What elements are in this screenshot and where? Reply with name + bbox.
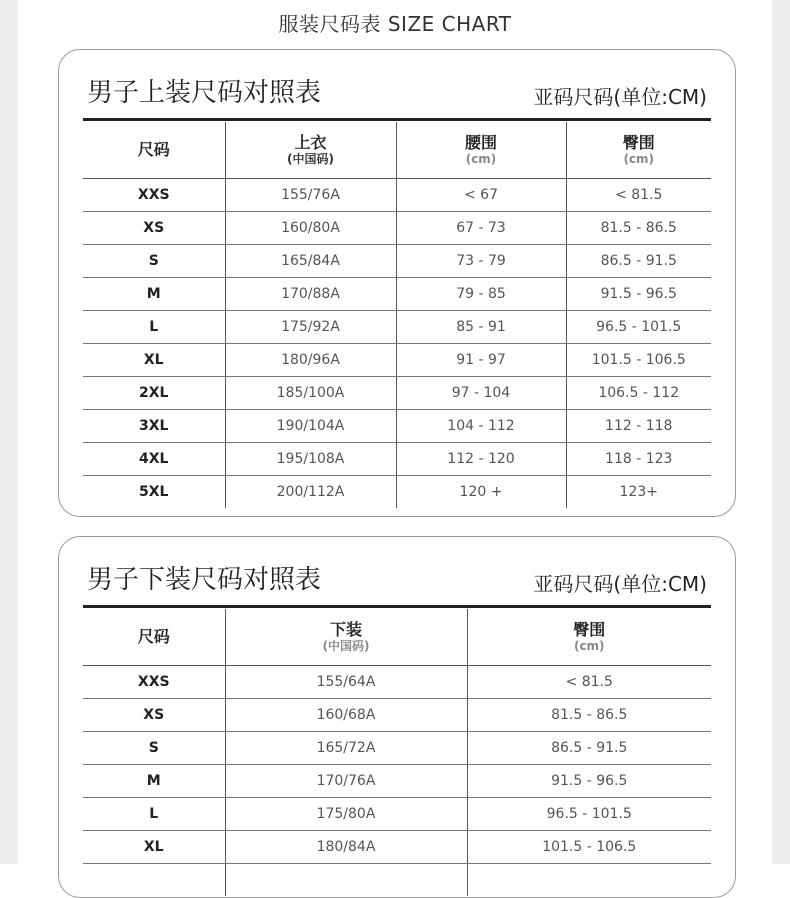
page-title: 服装尺码表 SIZE CHART [278, 12, 512, 36]
table-row [83, 377, 711, 410]
bottoms-table-title: 男子下装尺码对照表 [87, 565, 322, 595]
table-cell: 91 - 97 [396, 344, 566, 377]
size-cell: 5XL [139, 484, 169, 500]
table-cell: 190/104A [225, 410, 396, 443]
table-cell: < 81.5 [467, 666, 711, 699]
table-row [83, 443, 711, 476]
table-row [83, 699, 711, 732]
table-row [83, 864, 711, 897]
table-cell: 96.5 - 101.5 [467, 798, 711, 831]
table-cell [467, 864, 711, 897]
bottoms-size-panel [58, 536, 736, 898]
header-bottom: 下装 (中国码) [225, 609, 467, 666]
table-cell: 73 - 79 [396, 245, 566, 278]
table-cell: 91.5 - 96.5 [566, 278, 711, 311]
size-cell: XS [83, 699, 225, 732]
table-cell: 101.5 - 106.5 [566, 344, 711, 377]
table-row [83, 311, 711, 344]
table-cell: 112 - 118 [566, 410, 711, 443]
table-cell: 160/68A [225, 699, 467, 732]
header-hip: 臀围 (cm) [467, 609, 711, 666]
size-cell: S [83, 245, 225, 278]
table-cell: 112 - 120 [396, 443, 566, 476]
right-decorative-strip [772, 0, 790, 864]
table-cell: 85 - 91 [396, 311, 566, 344]
table-row [83, 245, 711, 278]
table-cell: 104 - 112 [396, 410, 566, 443]
size-cell: L [83, 311, 225, 344]
table-cell: 106.5 - 112 [566, 377, 711, 410]
table-cell: 67 - 73 [396, 212, 566, 245]
size-cell: L [83, 798, 225, 831]
tops-table-title: 男子上装尺码对照表 [87, 78, 322, 108]
table-cell: < 81.5 [566, 179, 711, 212]
table-row [83, 765, 711, 798]
tops-panel-header [83, 72, 711, 121]
table-row [83, 798, 711, 831]
size-cell: S [83, 732, 225, 765]
bottoms-size-table [83, 609, 711, 896]
tops-size-table [83, 122, 711, 508]
table-cell: 170/76A [225, 765, 467, 798]
table-cell: 86.5 - 91.5 [566, 245, 711, 278]
table-cell: 81.5 - 86.5 [467, 699, 711, 732]
size-cell: 4XL [83, 443, 225, 476]
table-row [83, 831, 711, 864]
table-cell: 200/112A [225, 476, 396, 509]
size-cell: 3XL [83, 410, 225, 443]
size-cell: XS [83, 212, 225, 245]
size-cell: XL [83, 344, 225, 377]
table-cell: 91.5 - 96.5 [467, 765, 711, 798]
table-cell: 165/84A [225, 245, 396, 278]
table-cell: 185/100A [225, 377, 396, 410]
table-row [83, 278, 711, 311]
table-row [83, 732, 711, 765]
header-size: 尺码 [83, 122, 225, 179]
table-header-row [83, 609, 711, 666]
table-header-row [83, 122, 711, 179]
table-row [83, 476, 711, 509]
table-cell: 79 - 85 [396, 278, 566, 311]
table-row [83, 666, 711, 699]
size-cell: XL [83, 831, 225, 864]
table-row [83, 179, 711, 212]
table-cell: 180/96A [225, 344, 396, 377]
bottoms-table-unit: 亚码尺码(单位:CM) [533, 572, 707, 596]
table-cell: 81.5 - 86.5 [566, 212, 711, 245]
table-cell: 118 - 123 [566, 443, 711, 476]
size-cell: M [83, 765, 225, 798]
table-cell: 155/76A [225, 179, 396, 212]
size-cell [83, 864, 225, 897]
table-row [83, 410, 711, 443]
table-cell: < 67 [396, 179, 566, 212]
table-cell: 180/84A [225, 831, 467, 864]
header-waist: 腰围 (cm) [396, 122, 566, 179]
table-cell: 175/92A [225, 311, 396, 344]
bottoms-panel-header [83, 559, 711, 608]
table-cell: 165/72A [225, 732, 467, 765]
table-cell: 175/80A [225, 798, 467, 831]
size-cell: XXS [83, 666, 225, 699]
table-cell: 195/108A [225, 443, 396, 476]
size-cell: 2XL [83, 377, 225, 410]
table-cell: 160/80A [225, 212, 396, 245]
table-cell [225, 864, 467, 897]
table-cell: 155/64A [225, 666, 467, 699]
header-size: 尺码 [83, 609, 225, 666]
header-hip: 臀围 (cm) [566, 122, 711, 179]
table-cell: 86.5 - 91.5 [467, 732, 711, 765]
table-row [83, 344, 711, 377]
table-cell: 97 - 104 [396, 377, 566, 410]
size-cell: M [83, 278, 225, 311]
tops-table-unit: 亚码尺码(单位:CM) [533, 85, 707, 109]
size-cell: XXS [83, 179, 225, 212]
tops-size-panel [58, 49, 736, 517]
table-cell: 120 + [396, 476, 566, 509]
header-top: 上衣 (中国码) [225, 122, 396, 179]
table-cell: 96.5 - 101.5 [566, 311, 711, 344]
table-cell: 170/88A [225, 278, 396, 311]
table-cell: 123+ [566, 476, 711, 509]
table-row [83, 212, 711, 245]
left-decorative-strip [0, 0, 18, 864]
table-cell: 101.5 - 106.5 [467, 831, 711, 864]
